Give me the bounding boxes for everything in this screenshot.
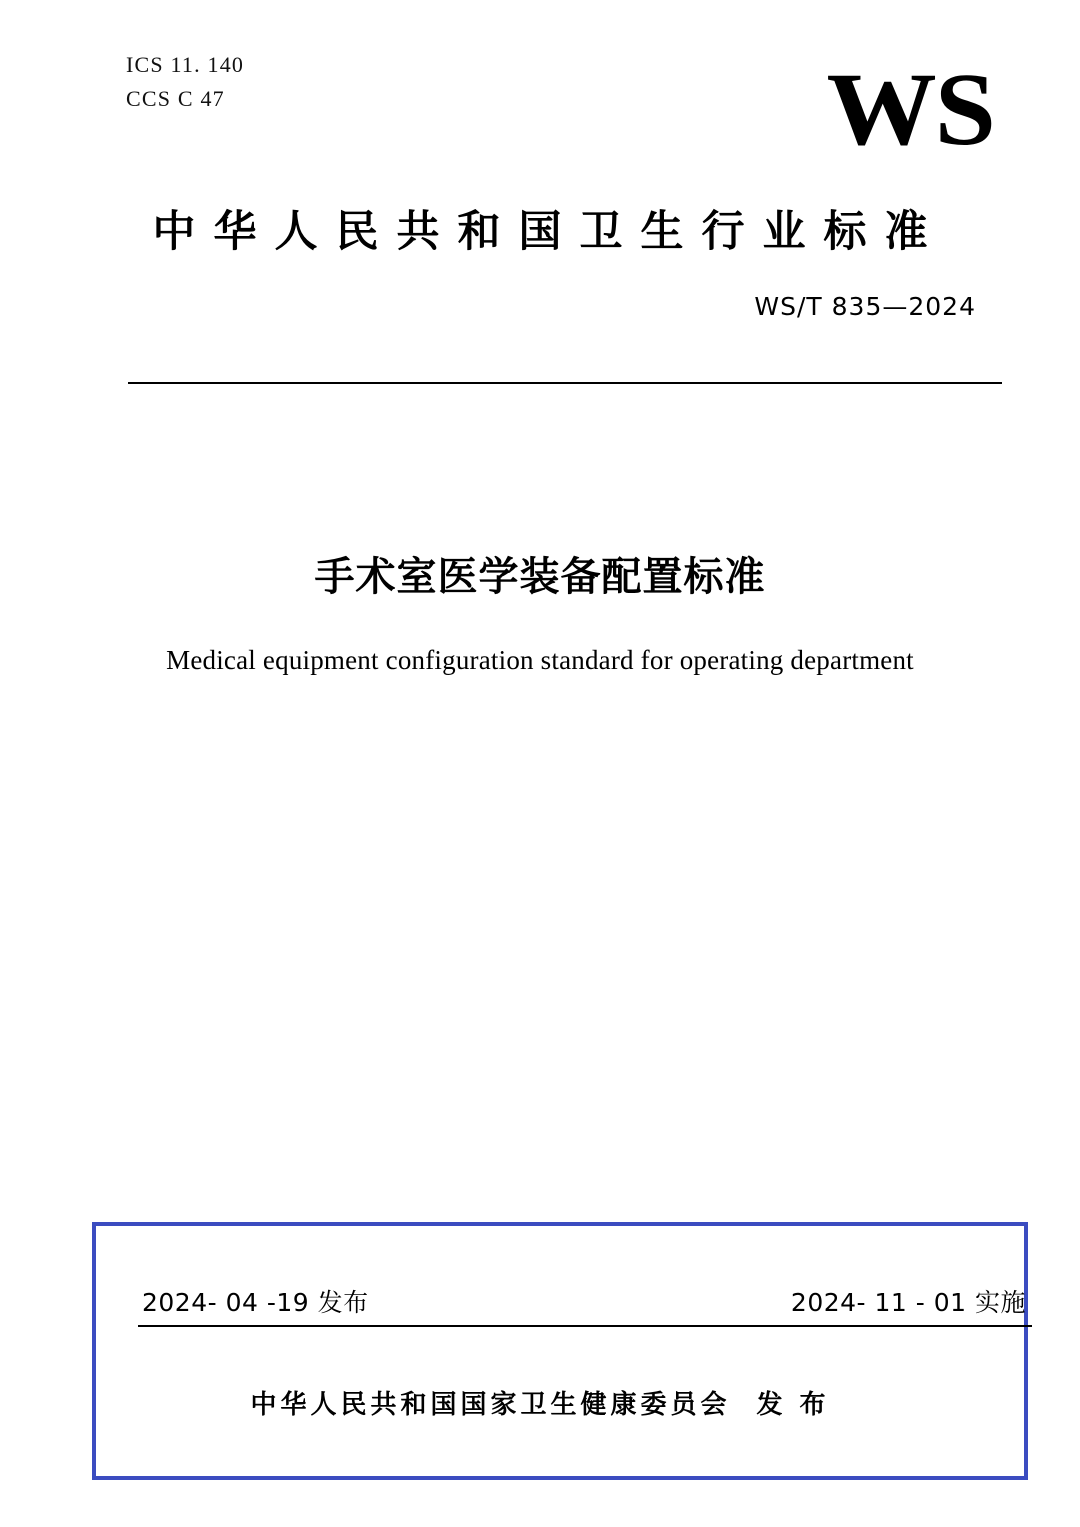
issuer-suffix: 发 布	[756, 1390, 830, 1420]
effective-date: 2024- 11 - 01 实施	[790, 1288, 1026, 1317]
ics-code: ICS 11. 140	[126, 52, 245, 77]
classification-codes	[126, 48, 244, 116]
footer-dates	[142, 1283, 1026, 1319]
document-title-chinese: 手术室医学装备配置标准	[314, 554, 766, 600]
footer-date-underline	[138, 1325, 1032, 1327]
standard-number: WS/T 835—2024	[754, 292, 976, 321]
document-title-english: Medical equipment configuration standard for operating department	[166, 645, 914, 675]
national-standard-title: 中华人民共和国卫生行业标准	[152, 207, 946, 257]
issue-date: 2024- 04 -19 发布	[142, 1288, 369, 1317]
ccs-code: CCS C 47	[126, 86, 225, 111]
header-divider	[128, 382, 1002, 384]
footer-frame	[92, 1222, 1028, 1480]
issuing-authority	[0, 1384, 1080, 1421]
ws-logo: WS	[826, 52, 994, 167]
issuer-name: 中华人民共和国国家卫生健康委员会	[250, 1390, 731, 1420]
